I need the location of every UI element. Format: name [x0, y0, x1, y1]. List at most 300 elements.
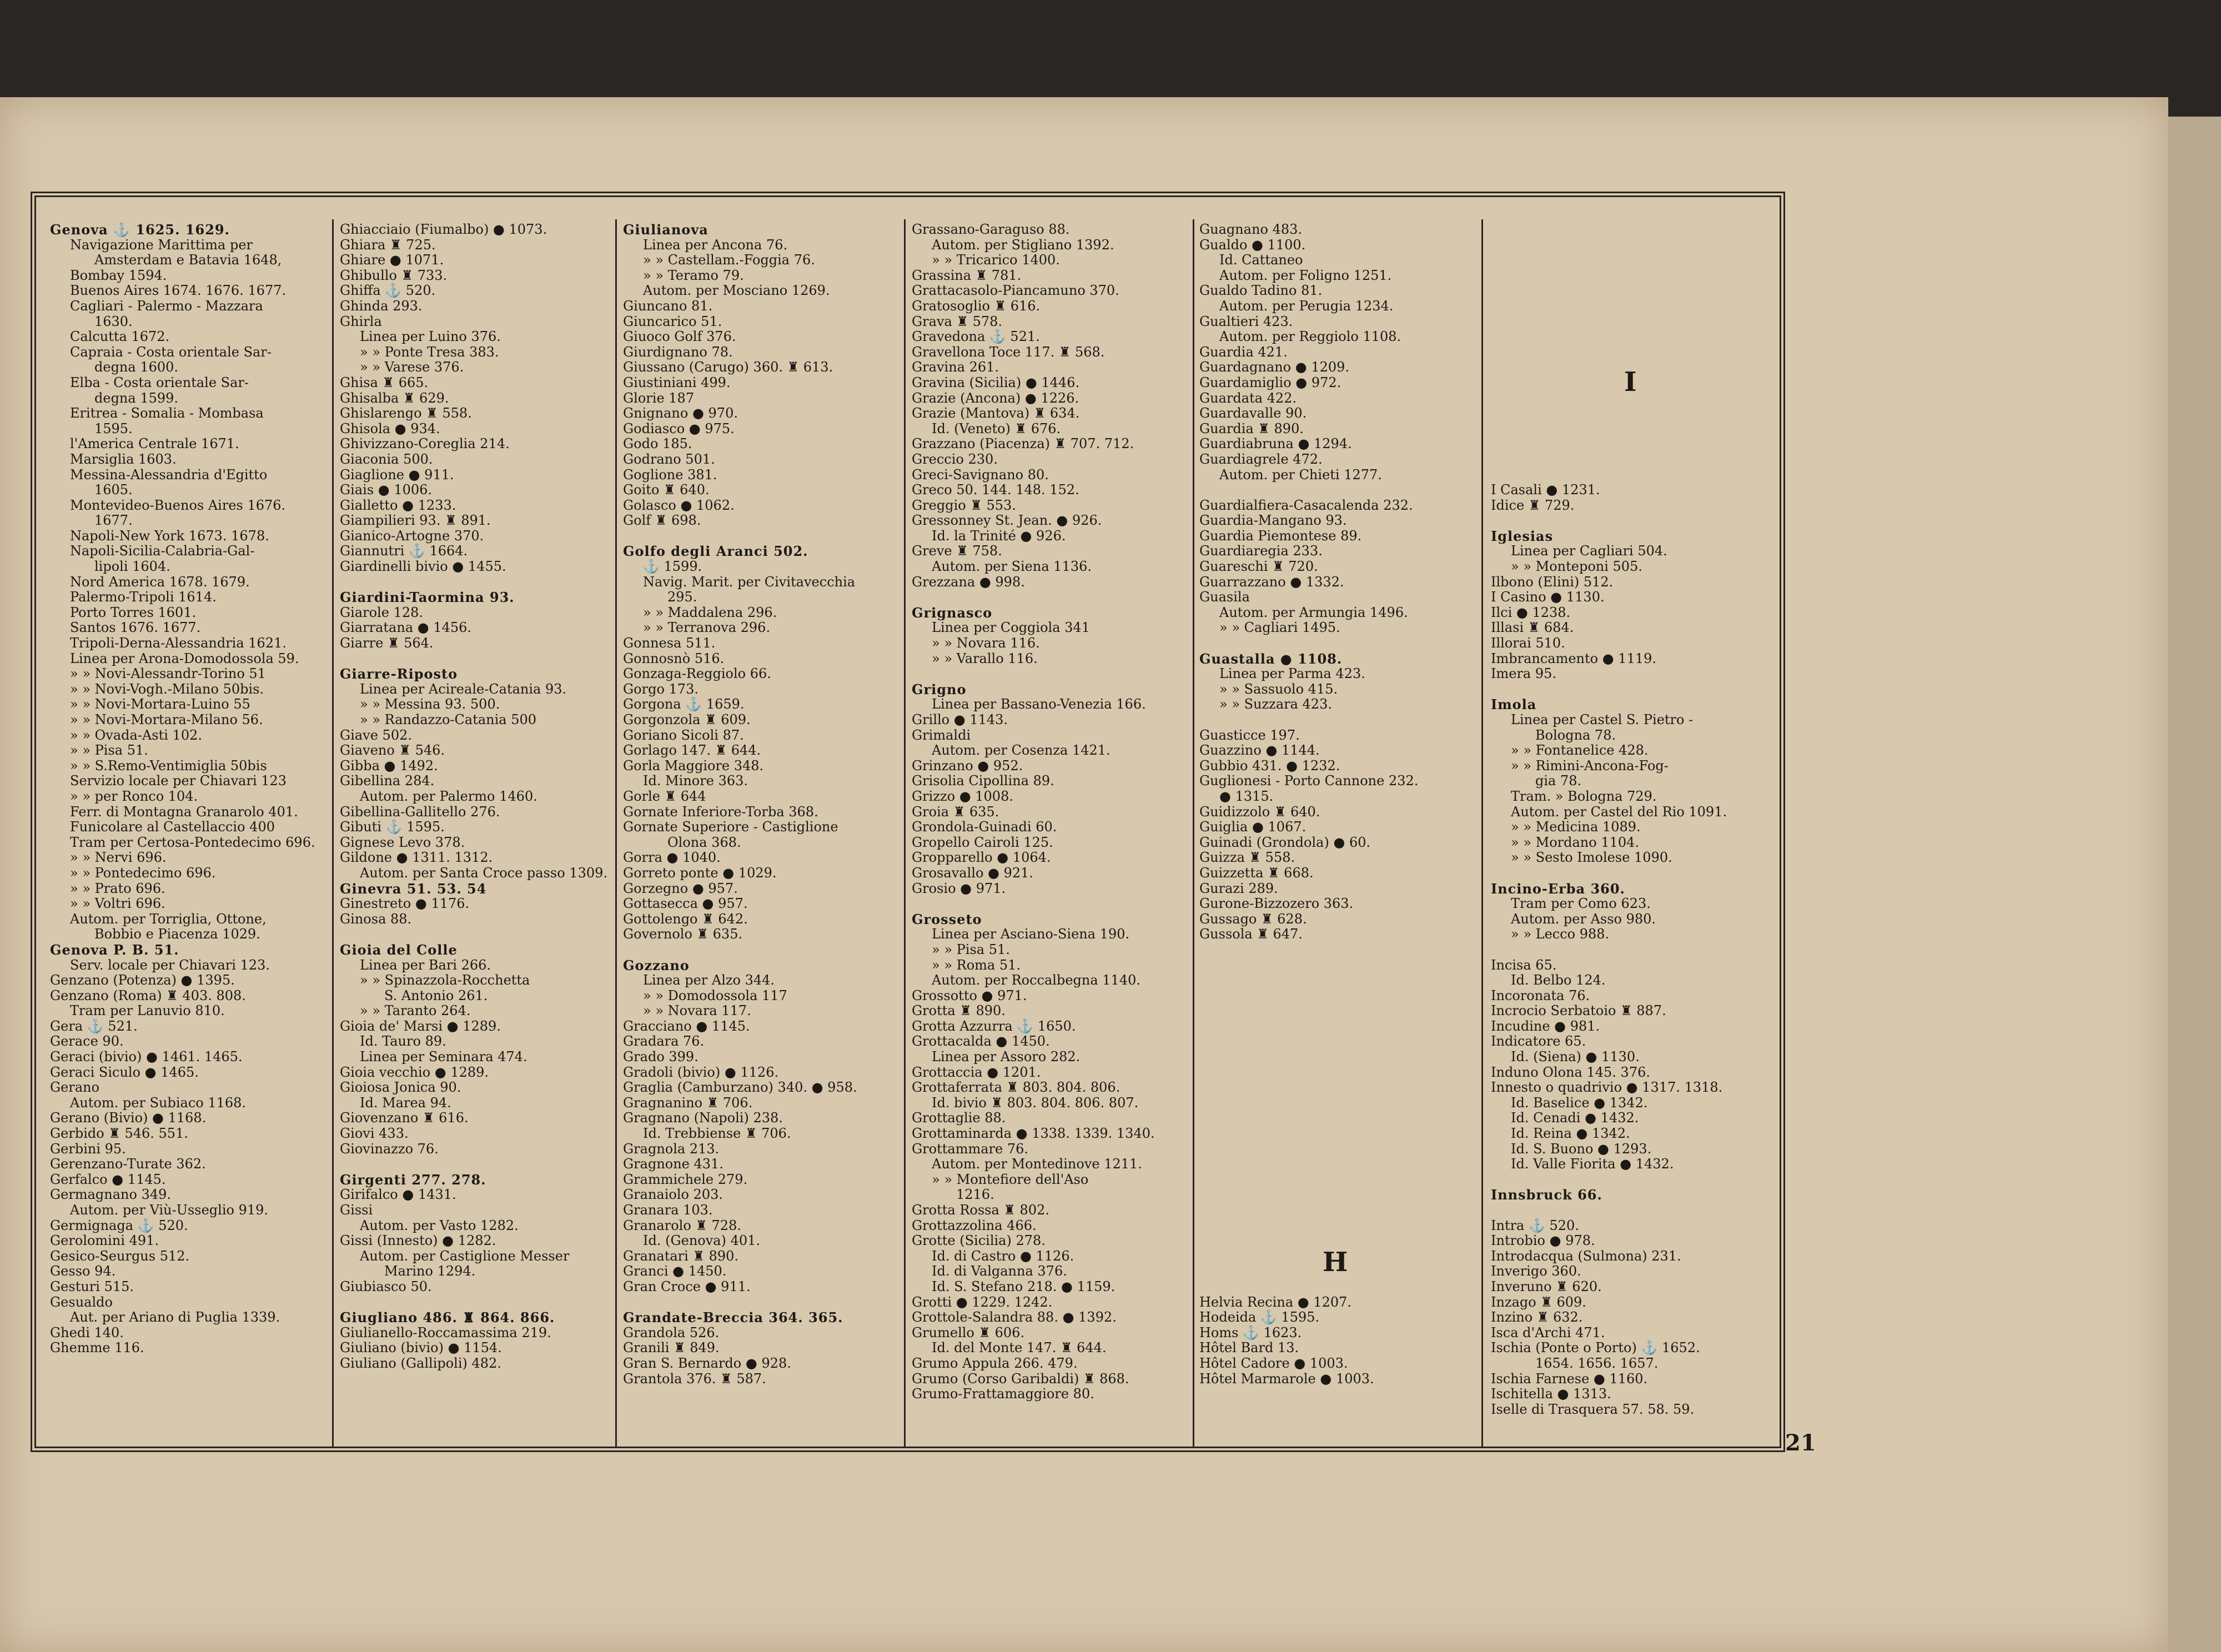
- entry-line: Guidizzolo ♜ 640.: [1199, 804, 1320, 820]
- column-1: [50, 222, 328, 1433]
- entry-heading: Girgenti 277. 278.: [340, 1172, 486, 1188]
- entry-line: Grotta Rossa ♜ 802.: [912, 1203, 1049, 1218]
- entry-line: Incisa 65.: [1491, 957, 1557, 973]
- entry-heading: Giardini-Taormina 93.: [340, 590, 515, 605]
- column-2: [340, 222, 612, 1433]
- entry-line: Helvia Recina ● 1207.: [1199, 1294, 1352, 1310]
- entry-line: Autom. per Chieti 1277.: [1219, 467, 1382, 483]
- entry-line: Godrano 501.: [623, 451, 715, 467]
- column-3: [623, 222, 901, 1433]
- entry-line: Guareschi ♜ 720.: [1199, 559, 1318, 575]
- entry-line: Germagnano 349.: [50, 1187, 172, 1203]
- spacer: [1199, 1157, 1477, 1172]
- spacer: [1199, 1050, 1477, 1065]
- entry-line: Goito ♜ 640.: [623, 483, 710, 498]
- entry-line: Gottolengo ♜ 642.: [623, 911, 748, 927]
- spacer: [1491, 1172, 1780, 1188]
- entry-line: Santos 1676. 1677.: [70, 620, 201, 636]
- entry-line: Autom. per Perugia 1234.: [1219, 298, 1394, 314]
- entry-line: Navig. Marit. per Civitavecchia: [643, 574, 856, 590]
- spacer: [1199, 712, 1477, 728]
- entry-line: Gerenzano-Turate 362.: [50, 1157, 206, 1172]
- entry-line: Gropparello ● 1064.: [912, 850, 1051, 866]
- entry-heading: Guastalla ● 1108.: [1199, 651, 1343, 667]
- column-rule: [1481, 219, 1483, 1447]
- entry-line: Id. Reina ● 1342.: [1511, 1126, 1630, 1142]
- entry-line: Grottaglie 88.: [912, 1111, 1006, 1126]
- entry-line: Amsterdam e Batavia 1648,: [94, 253, 282, 268]
- entry-line: Guagnano 483.: [1199, 222, 1303, 237]
- column-rule: [615, 219, 617, 1447]
- entry-line: Linea per Castel S. Pietro -: [1511, 712, 1694, 727]
- entry-line: Hodeida ⚓ 1595.: [1199, 1310, 1320, 1325]
- entry-line: Gioia de' Marsi ● 1289.: [340, 1018, 501, 1034]
- entry-line: » » Teramo 79.: [643, 268, 744, 283]
- entry-line: Gorlago 147. ♜ 644.: [623, 743, 761, 759]
- entry-line: 1595.: [94, 421, 133, 436]
- entry-line: Gissi (Innesto) ● 1282.: [340, 1233, 496, 1249]
- entry-line: Grava ♜ 578.: [912, 314, 1003, 329]
- entry-line: Linea per Alzo 344.: [643, 973, 775, 988]
- spacer: [623, 942, 901, 958]
- entry-line: Gorla Maggiore 348.: [623, 758, 764, 774]
- entry-line: Giardinelli bivio ● 1455.: [340, 559, 506, 575]
- entry-line: Guasticce 197.: [1199, 727, 1300, 743]
- entry-line: Isca d'Archi 471.: [1491, 1325, 1605, 1340]
- entry-line: lipoli 1604.: [94, 559, 170, 575]
- entry-line: Gran Croce ● 911.: [623, 1279, 751, 1294]
- entry-line: Grotte (Sicilia) 278.: [912, 1233, 1046, 1249]
- entry-line: Grillo ● 1143.: [912, 712, 1008, 727]
- entry-line: Grumo (Corso Garibaldi) ♜ 868.: [912, 1371, 1129, 1387]
- entry-line: Iselle di Trasquera 57. 58. 59.: [1491, 1402, 1695, 1417]
- entry-line: Ghibullo ♜ 733.: [340, 268, 448, 283]
- entry-line: Ischitella ● 1313.: [1491, 1387, 1611, 1402]
- entry-line: Granatari ♜ 890.: [623, 1248, 739, 1264]
- entry-line: Guardiaregia 233.: [1199, 544, 1323, 559]
- entry-line: Gragnone 431.: [623, 1157, 723, 1172]
- entry-line: Autom. per Subiaco 1168.: [70, 1095, 247, 1111]
- entry-line: Gualtieri 423.: [1199, 314, 1293, 329]
- entry-line: Incudine ● 981.: [1491, 1018, 1600, 1034]
- entry-line: Grassano-Garaguso 88.: [912, 222, 1070, 237]
- page-number: 21: [1785, 1430, 1816, 1456]
- entry-line: Gorgona ⚓ 1659.: [623, 697, 745, 712]
- entry-line: Introbio ● 978.: [1491, 1233, 1595, 1249]
- entry-line: Id. Baselice ● 1342.: [1511, 1095, 1648, 1111]
- entry-line: Guglionesi - Porto Cannone 232.: [1199, 774, 1419, 789]
- entry-line: Greci-Savignano 80.: [912, 467, 1049, 483]
- entry-line: » » Cagliari 1495.: [1219, 620, 1340, 636]
- entry-line: Gignese Levo 378.: [340, 835, 465, 850]
- entry-line: Gorle ♜ 644: [623, 789, 706, 804]
- entry-line: Grassina ♜ 781.: [912, 268, 1022, 283]
- entry-line: Ghisa ♜ 665.: [340, 375, 429, 390]
- entry-line: 1216.: [956, 1187, 994, 1203]
- spacer: [1199, 1019, 1477, 1035]
- entry-heading: Grosseto: [912, 911, 982, 927]
- entry-line: Guardiagrele 472.: [1199, 451, 1323, 467]
- entry-line: Giubiasco 50.: [340, 1279, 432, 1294]
- spacer: [1491, 406, 1780, 421]
- entry-line: l'America Centrale 1671.: [70, 436, 239, 452]
- entry-line: Gesico-Seurgus 512.: [50, 1248, 190, 1264]
- entry-line: Guardamiglio ● 972.: [1199, 375, 1341, 390]
- entry-line: Genzano (Potenza) ● 1395.: [50, 973, 235, 988]
- spacer: [1491, 421, 1780, 437]
- entry-line: Id. Tauro 89.: [360, 1034, 446, 1050]
- entry-line: Gonnosnò 516.: [623, 651, 725, 666]
- entry-line: Grottaferrata ♜ 803. 804. 806.: [912, 1080, 1120, 1096]
- entry-heading: Incino-Erba 360.: [1491, 881, 1625, 897]
- entry-line: Gibba ● 1492.: [340, 758, 438, 774]
- entry-line: Guardagnano ● 1209.: [1199, 360, 1350, 375]
- entry-line: Ghiffa ⚓ 520.: [340, 283, 436, 299]
- entry-line: Intra ⚓ 520.: [1491, 1218, 1579, 1233]
- entry-line: Ghedi 140.: [50, 1325, 124, 1340]
- spacer: [340, 927, 612, 942]
- entry-line: Tripoli-Derna-Alessandria 1621.: [70, 636, 287, 651]
- entry-line: Incoronata 76.: [1491, 988, 1590, 1003]
- entry-line: Guardavalle 90.: [1199, 406, 1307, 421]
- entry-line: Grantola 376. ♜ 587.: [623, 1371, 766, 1387]
- entry-line: Tram per Certosa-Pontedecimo 696.: [70, 835, 315, 850]
- entry-line: Id. Belbo 124.: [1511, 973, 1606, 988]
- column-rule: [904, 219, 906, 1447]
- entry-line: 1605.: [94, 483, 133, 498]
- entry-line: Giustiniani 499.: [623, 375, 731, 390]
- entry-line: » » Prato 696.: [70, 881, 165, 896]
- spacer: [1199, 1172, 1477, 1188]
- entry-line: Giarre ♜ 564.: [340, 636, 434, 651]
- entry-line: Granarolo ♜ 728.: [623, 1218, 741, 1233]
- entry-line: » » Rimini-Ancona-Fog-: [1511, 758, 1669, 774]
- entry-line: Id. S. Buono ● 1293.: [1511, 1141, 1652, 1157]
- entry-line: Giarole 128.: [340, 605, 424, 620]
- entry-line: Id. del Monte 147. ♜ 644.: [932, 1340, 1107, 1356]
- entry-line: Porto Torres 1601.: [70, 605, 197, 620]
- spacer: [1491, 314, 1780, 330]
- entry-line: Autom. per Mosciano 1269.: [643, 283, 830, 299]
- entry-line: Autom. per Reggiolo 1108.: [1219, 329, 1401, 345]
- entry-line: Linea per Coggiola 341: [932, 620, 1090, 636]
- entry-line: Autom. per Siena 1136.: [932, 559, 1092, 575]
- spacer: [1491, 682, 1780, 697]
- spacer: [1199, 1034, 1477, 1050]
- entry-heading: Grandate-Breccia 364. 365.: [623, 1310, 843, 1325]
- entry-line: Montevideo-Buenos Aires 1676.: [70, 498, 286, 513]
- entry-line: degna 1599.: [94, 390, 179, 406]
- spacer: [1199, 1203, 1477, 1218]
- entry-line: Granaiolo 203.: [623, 1187, 723, 1203]
- entry-line: Gragnanino ♜ 706.: [623, 1095, 753, 1111]
- entry-line: Grottole-Salandra 88. ● 1392.: [912, 1310, 1117, 1325]
- entry-line: Ghisola ● 934.: [340, 421, 440, 436]
- entry-line: Id. (Veneto) ♜ 676.: [932, 421, 1061, 436]
- entry-line: Cagliari - Palermo - Mazzara: [70, 298, 263, 314]
- entry-line: Messina-Alessandria d'Egitto: [70, 467, 268, 483]
- spacer: [1199, 1065, 1477, 1081]
- entry-line: Ilci ● 1238.: [1491, 605, 1571, 620]
- entry-line: » » Sassuolo 415.: [1219, 681, 1338, 697]
- entry-line: Graglia (Camburzano) 340. ● 958.: [623, 1080, 857, 1096]
- entry-line: Ghiare ● 1071.: [340, 253, 444, 268]
- entry-line: Autom. per Santa Croce passo 1309.: [360, 865, 608, 881]
- entry-line: » » Novi-Mortara-Luino 55: [70, 697, 250, 712]
- entry-line: Funicolare al Castellaccio 400: [70, 820, 275, 835]
- entry-line: Nord America 1678. 1679.: [70, 574, 250, 590]
- entry-line: » » Randazzo-Catania 500: [360, 712, 537, 727]
- entry-heading: Imola: [1491, 697, 1537, 712]
- entry-line: Gera ⚓ 521.: [50, 1018, 138, 1034]
- spacer: [1491, 1203, 1780, 1218]
- entry-line: 1630.: [94, 314, 133, 329]
- entry-line: Navigazione Marittima per: [70, 237, 253, 253]
- entry-line: » » Nervi 696.: [70, 850, 167, 866]
- entry-line: Giaconia 500.: [340, 451, 433, 467]
- entry-line: Grumo-Frattamaggiore 80.: [912, 1387, 1094, 1402]
- entry-line: Gianico-Artogne 370.: [340, 528, 484, 544]
- entry-line: Gualdo ● 1100.: [1199, 237, 1306, 253]
- entry-line: Guardia-Mangano 93.: [1199, 513, 1347, 529]
- entry-line: Autom. per Viù-Usseglio 919.: [70, 1203, 269, 1218]
- entry-line: Linea per Parma 423.: [1219, 666, 1365, 682]
- entry-line: Greggio ♜ 553.: [912, 498, 1016, 513]
- entry-heading: Golfo degli Aranci 502.: [623, 544, 808, 560]
- page-edge: [2168, 117, 2221, 1652]
- entry-line: 1677.: [94, 513, 133, 529]
- entry-line: Ghiara ♜ 725.: [340, 237, 436, 253]
- entry-heading: Gioia del Colle: [340, 942, 458, 958]
- entry-line: Autom. per Asso 980.: [1511, 911, 1656, 927]
- entry-line: Autom. per Roccalbegna 1140.: [932, 973, 1140, 988]
- spacer: [1199, 942, 1477, 958]
- spacer: [1491, 468, 1780, 483]
- entry-line: Giarratana ● 1456.: [340, 620, 472, 636]
- spacer: [1491, 452, 1780, 468]
- entry-line: Grinzano ● 952.: [912, 758, 1023, 774]
- entry-line: Guazzino ● 1144.: [1199, 743, 1320, 759]
- entry-line: Autom. per Cosenza 1421.: [932, 743, 1110, 759]
- entry-line: Grandola 526.: [623, 1325, 720, 1340]
- spacer: [340, 1295, 612, 1310]
- entry-line: Ilbono (Elini) 512.: [1491, 574, 1614, 590]
- entry-line: Olona 368.: [667, 835, 741, 850]
- entry-line: Id. di Castro ● 1126.: [932, 1248, 1074, 1264]
- entry-line: Grotta ♜ 890.: [912, 1003, 1006, 1019]
- entry-line: » » Monteponi 505.: [1511, 559, 1642, 575]
- section-letter-h: H: [1323, 1247, 1348, 1278]
- entry-line: Id. Marea 94.: [360, 1095, 451, 1111]
- entry-line: Grottacalda ● 1450.: [912, 1034, 1050, 1050]
- spacer: [1199, 1279, 1477, 1295]
- entry-line: Giulianello-Roccamassima 219.: [340, 1325, 551, 1340]
- entry-line: Granci ● 1450.: [623, 1264, 727, 1279]
- spacer: [1199, 1187, 1477, 1203]
- entry-line: Grosio ● 971.: [912, 881, 1006, 896]
- entry-line: Grisolia Cipollina 89.: [912, 774, 1054, 789]
- entry-line: Buenos Aires 1674. 1676. 1677.: [70, 283, 287, 299]
- entry-line: Golf ♜ 698.: [623, 513, 701, 529]
- entry-line: Godo 185.: [623, 436, 692, 452]
- entry-line: Gioiosa Jonica 90.: [340, 1080, 461, 1096]
- entry-line: » » Novara 116.: [932, 636, 1040, 651]
- spacer: [912, 666, 1189, 682]
- spacer: [1199, 1080, 1477, 1096]
- entry-line: » » Spinazzola-Rocchetta: [360, 973, 530, 988]
- entry-line: Autom. per Castiglione Messer: [360, 1248, 570, 1264]
- entry-line: Guardata 422.: [1199, 390, 1297, 406]
- entry-line: Governolo ♜ 635.: [623, 927, 743, 942]
- entry-line: Inzago ♜ 609.: [1491, 1294, 1586, 1310]
- entry-line: » » Ovada-Asti 102.: [70, 727, 202, 743]
- spacer: [1199, 1111, 1477, 1126]
- entry-line: Linea per Seminara 474.: [360, 1050, 527, 1065]
- entry-line: Id. Cenadi ● 1432.: [1511, 1111, 1639, 1126]
- entry-line: Giuliano (bivio) ● 1154.: [340, 1340, 502, 1356]
- entry-line: Autom. per Vasto 1282.: [360, 1218, 519, 1233]
- entry-line: » » Ponte Tresa 383.: [360, 344, 499, 360]
- entry-line: Autom. per Castel del Rio 1091.: [1511, 804, 1727, 820]
- entry-line: » » Maddalena 296.: [643, 605, 777, 620]
- spacer: [1199, 973, 1477, 988]
- entry-line: Gran S. Bernardo ● 928.: [623, 1355, 791, 1371]
- entry-line: Gurazi 289.: [1199, 881, 1278, 896]
- entry-line: Guardia 421.: [1199, 344, 1288, 360]
- entry-line: Genzano (Roma) ♜ 403. 808.: [50, 988, 246, 1003]
- entry-line: » » Castellam.-Foggia 76.: [643, 253, 815, 268]
- entry-line: » » Pisa 51.: [70, 743, 148, 759]
- entry-line: Giampilieri 93. ♜ 891.: [340, 513, 491, 529]
- entry-line: Granili ♜ 849.: [623, 1340, 720, 1356]
- entry-line: Guardia Piemontese 89.: [1199, 528, 1362, 544]
- spacer: [623, 529, 901, 544]
- entry-line: Gonnesa 511.: [623, 636, 716, 651]
- entry-heading: Gozzano: [623, 957, 690, 973]
- entry-line: Gioia vecchio ● 1289.: [340, 1064, 489, 1080]
- spacer: [1199, 1218, 1477, 1234]
- entry-line: Ghisalba ♜ 629.: [340, 390, 449, 406]
- entry-line: Ghirla: [340, 314, 382, 329]
- spacer: [912, 590, 1189, 605]
- entry-line: Gerace 90.: [50, 1034, 124, 1050]
- entry-line: Guardialfiera-Casacalenda 232.: [1199, 498, 1413, 513]
- entry-line: Illorai 510.: [1491, 636, 1565, 651]
- entry-line: Giuoco Golf 376.: [623, 329, 736, 345]
- spacer: [1491, 513, 1780, 529]
- entry-line: Tram per Lanuvio 810.: [70, 1003, 225, 1019]
- entry-heading: Giarre-Riposto: [340, 666, 458, 682]
- entry-line: Id. (Genova) 401.: [643, 1233, 761, 1249]
- entry-line: Autom. per Palermo 1460.: [360, 789, 537, 804]
- entry-line: Calcutta 1672.: [70, 329, 170, 345]
- entry-line: » » Novi-Vogh.-Milano 50bis.: [70, 681, 264, 697]
- entry-line: Illasi ♜ 684.: [1491, 620, 1574, 636]
- entry-line: Giais ● 1006.: [340, 483, 433, 498]
- entry-line: Linea per Luino 376.: [360, 329, 501, 345]
- entry-line: Goglione 381.: [623, 467, 717, 483]
- entry-line: Giovi 433.: [340, 1126, 409, 1142]
- entry-line: Groia ♜ 635.: [912, 804, 999, 820]
- entry-line: Gradara 76.: [623, 1034, 705, 1050]
- entry-heading: Giulianova: [623, 222, 708, 238]
- entry-line: » » Mordano 1104.: [1511, 835, 1640, 850]
- entry-line: Giave 502.: [340, 727, 412, 743]
- entry-line: Gorra ● 1040.: [623, 850, 721, 866]
- entry-line: Marsiglia 1603.: [70, 451, 177, 467]
- entry-line: Gorgonzola ♜ 609.: [623, 712, 751, 727]
- entry-line: Autom. per Foligno 1251.: [1219, 268, 1392, 283]
- entry-line: Gualdo Tadino 81.: [1199, 283, 1323, 299]
- entry-line: Germignaga ⚓ 520.: [50, 1218, 188, 1233]
- entry-line: ● 1315.: [1219, 789, 1274, 804]
- entry-line: Giaveno ♜ 546.: [340, 743, 445, 759]
- entry-line: Incrocio Serbatoio ♜ 887.: [1491, 1003, 1666, 1019]
- spacer: [1491, 238, 1780, 253]
- entry-line: Grosavallo ● 921.: [912, 865, 1034, 881]
- entry-line: » » Novara 117.: [643, 1003, 751, 1019]
- entry-line: Grumo Appula 266. 479.: [912, 1355, 1078, 1371]
- entry-line: Giaglione ● 911.: [340, 467, 454, 483]
- entry-line: » » Domodossola 117: [643, 988, 787, 1003]
- entry-line: Id. (Siena) ● 1130.: [1511, 1050, 1640, 1065]
- entry-line: Giurdignano 78.: [623, 344, 733, 360]
- entry-line: Gnignano ● 970.: [623, 406, 738, 421]
- entry-line: Giovenzano ♜ 616.: [340, 1111, 469, 1126]
- entry-line: Giuncarico 51.: [623, 314, 722, 329]
- entry-heading: Grignasco: [912, 605, 993, 621]
- entry-line: Palermo-Tripoli 1614.: [70, 590, 217, 605]
- entry-line: Id. Minore 363.: [643, 774, 748, 789]
- entry-line: Grazzano (Piacenza) ♜ 707. 712.: [912, 436, 1134, 452]
- entry-line: Id. Trebbiense ♜ 706.: [643, 1126, 791, 1142]
- entry-line: Id. bivio ♜ 803. 804. 806. 807.: [932, 1095, 1139, 1111]
- entry-line: Gornate Superiore - Castiglione: [623, 820, 838, 835]
- entry-line: Gesualdo: [50, 1294, 113, 1310]
- entry-line: Gracciano ● 1145.: [623, 1018, 750, 1034]
- entry-line: Geraci (bivio) ● 1461. 1465.: [50, 1050, 243, 1065]
- spacer: [1491, 283, 1780, 299]
- entry-line: » » S.Remo-Ventimiglia 50bis: [70, 758, 267, 774]
- entry-line: Gonzaga-Reggiolo 66.: [623, 666, 771, 682]
- entry-line: Eritrea - Somalia - Mombasa: [70, 406, 264, 421]
- entry-line: Bombay 1594.: [70, 268, 167, 283]
- entry-line: » » Fontanelice 428.: [1511, 743, 1649, 759]
- entry-line: » » Sesto Imolese 1090.: [1511, 850, 1672, 866]
- entry-line: » » Tricarico 1400.: [932, 253, 1060, 268]
- entry-line: Guardia ♜ 890.: [1199, 421, 1304, 436]
- entry-line: » » Varallo 116.: [932, 651, 1038, 666]
- entry-line: Geraci Siculo ● 1465.: [50, 1064, 199, 1080]
- entry-line: Guarrazzano ● 1332.: [1199, 574, 1344, 590]
- entry-line: Gressonney St. Jean. ● 926.: [912, 513, 1102, 529]
- spacer: [1491, 345, 1780, 360]
- entry-line: Godiasco ● 975.: [623, 421, 735, 436]
- spacer: [1199, 988, 1477, 1004]
- spacer: [340, 575, 612, 590]
- spacer: [340, 1157, 612, 1172]
- spacer: [1491, 942, 1780, 958]
- entry-heading: Innsbruck 66.: [1491, 1187, 1602, 1203]
- entry-heading: Genova ⚓ 1625. 1629.: [50, 222, 230, 238]
- entry-line: Id. la Trinité ● 926.: [932, 528, 1066, 544]
- spacer: [1199, 1096, 1477, 1111]
- entry-line: Grotti ● 1229. 1242.: [912, 1294, 1053, 1310]
- entry-line: 295.: [667, 590, 697, 605]
- entry-line: 1654. 1656. 1657.: [1535, 1355, 1659, 1371]
- entry-line: degna 1600.: [94, 360, 179, 375]
- entry-line: Gurone-Bizzozero 363.: [1199, 896, 1354, 912]
